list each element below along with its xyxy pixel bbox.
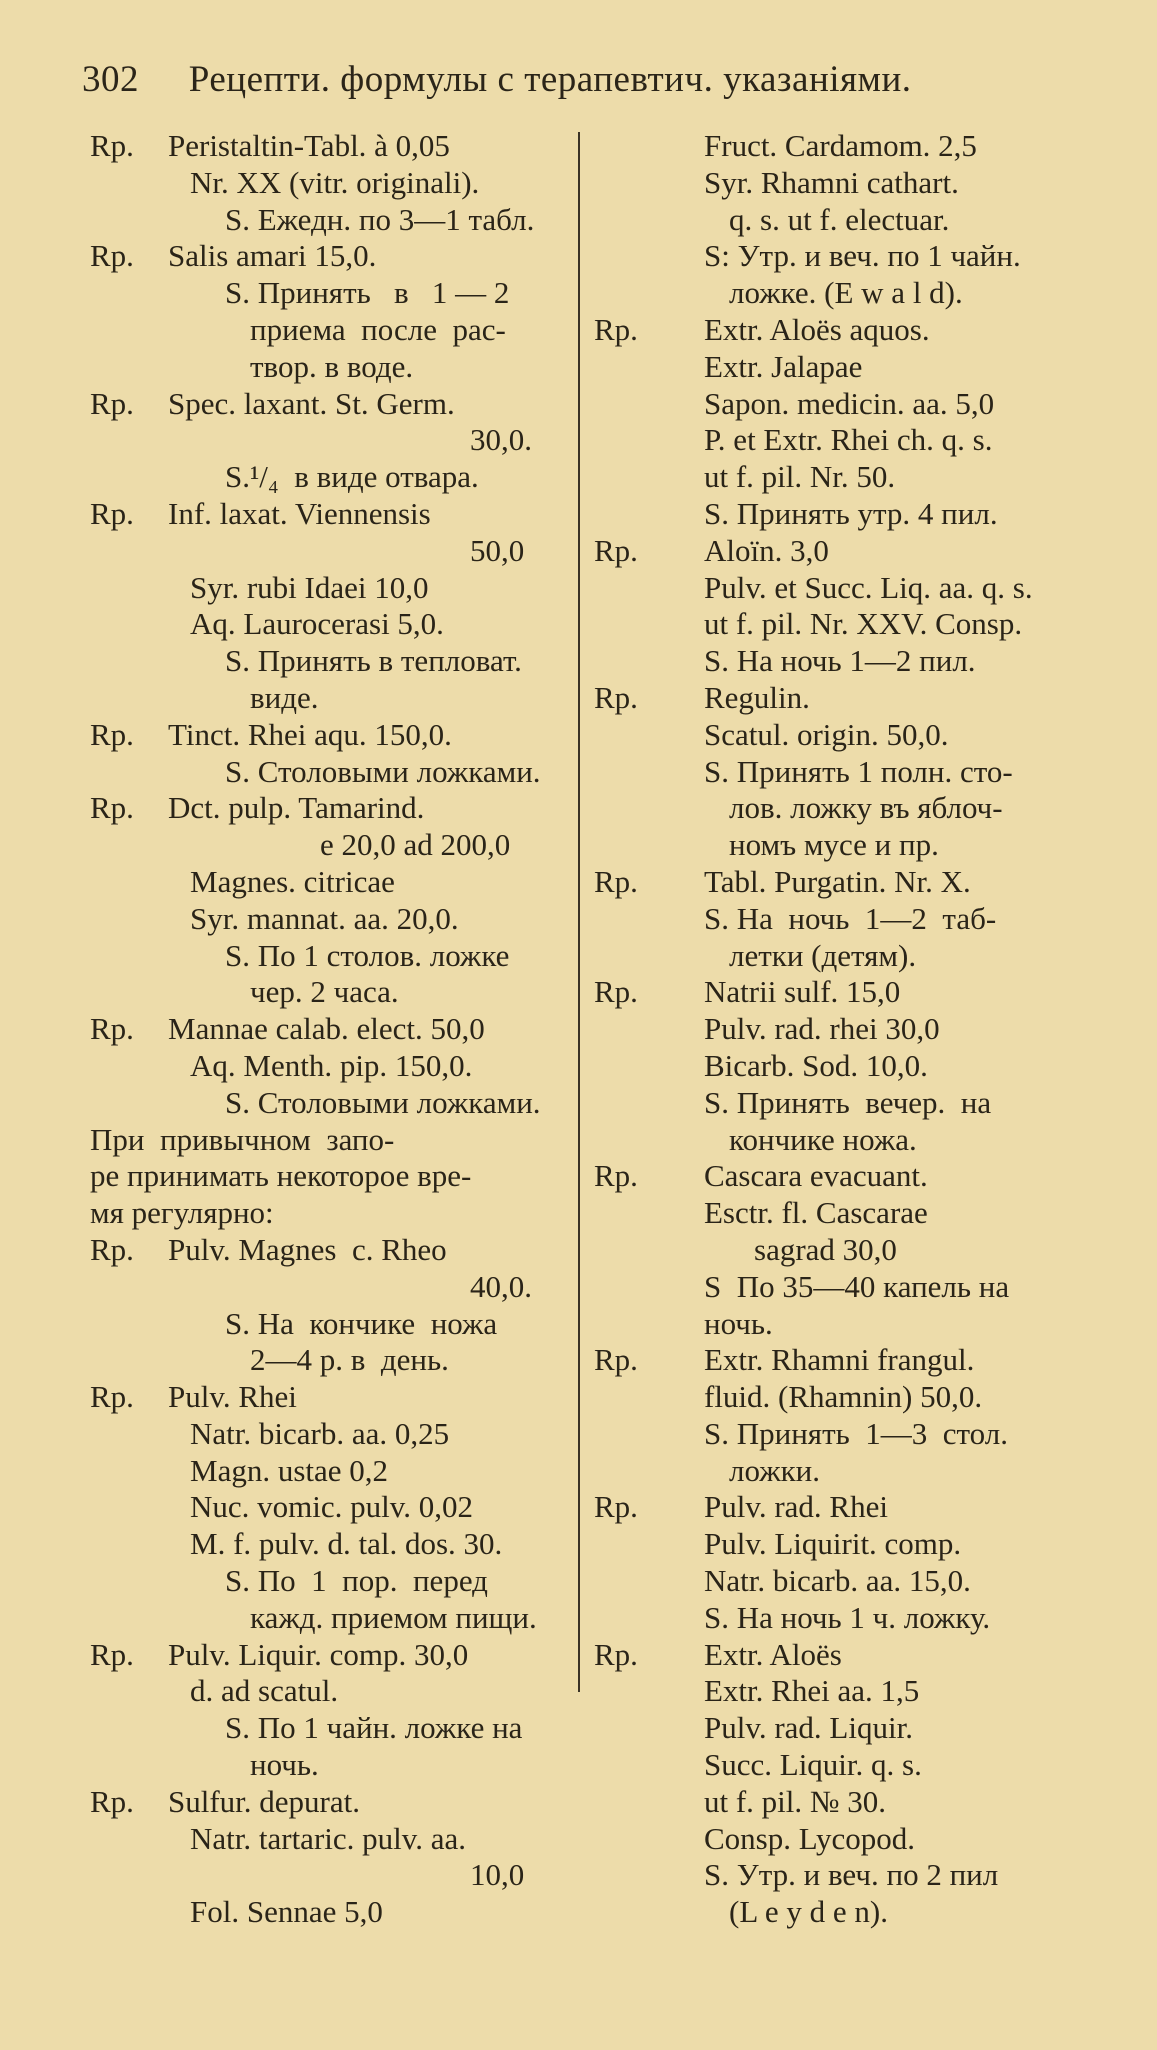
text-line: [90, 1747, 580, 1784]
line-text: d. ad scatul.: [190, 1673, 339, 1709]
text-line: [90, 1784, 580, 1821]
text-line: [594, 1195, 1124, 1232]
text-line: [594, 1600, 1124, 1637]
rp-marker: Rp.: [594, 532, 638, 568]
line-text: Succ. Liquir. q. s.: [704, 1747, 922, 1783]
line-text: S. Принять в 1 — 2: [225, 275, 510, 311]
line-text: кажд. приемом пищи.: [250, 1599, 537, 1635]
text-line: [594, 165, 1124, 202]
line-text: ночь.: [704, 1305, 773, 1341]
line-text: ut f. pil. № 30.: [704, 1783, 886, 1819]
line-text: Extr. Aloës aquos.: [704, 311, 930, 347]
line-text: Mannae calab. elect. 50,0: [168, 1011, 485, 1047]
rp-marker: Rp.: [90, 790, 134, 826]
line-text: S. На ночь 1—2 пил.: [704, 643, 976, 679]
line-text: Salis amari 15,0.: [168, 238, 377, 274]
text-line: [90, 1122, 580, 1159]
line-text: S. Принять утр. 4 пил.: [704, 495, 998, 531]
line-text: ночь.: [250, 1747, 319, 1783]
line-text: Pulv. Rhei: [168, 1379, 297, 1415]
line-text: S. Принять в тепловат.: [225, 643, 522, 679]
text-line: [90, 1342, 580, 1379]
rp-marker: Rp.: [90, 238, 134, 274]
line-text: Magnes. citricae: [190, 863, 395, 899]
rp-marker: Rp.: [90, 385, 134, 421]
line-text: 10,0: [470, 1857, 525, 1893]
text-line: [594, 1821, 1124, 1858]
line-text: S По 35—40 капель на: [704, 1268, 1010, 1304]
text-line: [594, 1526, 1124, 1563]
line-text: sagrad 30,0: [754, 1231, 897, 1267]
text-line: [90, 312, 580, 349]
text-line: [594, 974, 1124, 1011]
text-line: [90, 1600, 580, 1637]
line-text: Syr. mannat. aa. 20,0.: [190, 900, 459, 936]
line-text: Natr. bicarb. aa. 0,25: [190, 1415, 450, 1451]
text-line: [594, 1747, 1124, 1784]
line-text: Magn. ustae 0,2: [190, 1452, 389, 1488]
left-column: [90, 128, 580, 1931]
line-text: S.¹/₄ в виде отвара.: [225, 459, 479, 495]
line-text: Syr. rubi Idaei 10,0: [190, 569, 429, 605]
text-line: [594, 1894, 1124, 1931]
text-line: [90, 1048, 580, 1085]
text-line: [90, 1894, 580, 1931]
rp-marker: Rp.: [594, 311, 638, 347]
line-text: Pulv. Magnes c. Rheo: [168, 1231, 447, 1267]
line-text: S. По 1 чайн. ложке на: [225, 1710, 523, 1746]
text-line: [594, 1306, 1124, 1343]
line-text: Pulv. rad. Liquir.: [704, 1710, 913, 1746]
text-line: [90, 1379, 580, 1416]
line-text: ре принимать некоторое вре-: [90, 1158, 472, 1194]
text-line: [594, 754, 1124, 791]
text-line: [90, 717, 580, 754]
line-text: 50,0: [470, 532, 525, 568]
text-line: [90, 570, 580, 607]
line-text: Pulv. rad. Rhei: [704, 1489, 888, 1525]
rp-marker: Rp.: [594, 1636, 638, 1672]
line-text: Natr. bicarb. aa. 15,0.: [704, 1563, 971, 1599]
text-line: [90, 1857, 580, 1894]
text-line: [90, 1158, 580, 1195]
text-line: [594, 1453, 1124, 1490]
text-line: [594, 643, 1124, 680]
line-text: 40,0.: [470, 1268, 532, 1304]
line-text: Pulv. Liquir. comp. 30,0: [168, 1636, 469, 1672]
line-text: S. На ночь 1 ч. ложку.: [704, 1599, 991, 1635]
line-text: ut f. pil. Nr. XXV. Consp.: [704, 606, 1023, 642]
text-line: [594, 238, 1124, 275]
line-text: Extr. Jalapae: [704, 348, 863, 384]
line-text: ut f. pil. Nr. 50.: [704, 459, 896, 495]
text-line: [90, 1821, 580, 1858]
text-line: [90, 790, 580, 827]
rp-marker: Rp.: [594, 974, 638, 1010]
line-text: S. Столовыми ложками.: [225, 753, 541, 789]
line-text: Dct. pulp. Tamarind.: [168, 790, 425, 826]
line-text: Tabl. Purgatin. Nr. X.: [704, 863, 971, 899]
text-line: [90, 496, 580, 533]
text-line: [90, 1489, 580, 1526]
text-line: [594, 1489, 1124, 1526]
line-text: (L e y d e n).: [729, 1894, 888, 1930]
text-line: [594, 1379, 1124, 1416]
line-text: Sapon. medicin. aa. 5,0: [704, 385, 995, 421]
rp-marker: Rp.: [594, 679, 638, 715]
text-line: [90, 827, 580, 864]
text-line: [594, 1710, 1124, 1747]
text-line: [90, 275, 580, 312]
line-text: S: Утр. и веч. по 1 чайн.: [704, 238, 1021, 274]
line-text: мя регулярно:: [90, 1195, 274, 1231]
text-line: [594, 422, 1124, 459]
text-line: [594, 533, 1124, 570]
text-line: [90, 459, 580, 496]
text-line: [90, 202, 580, 239]
line-text: чер. 2 часа.: [250, 974, 399, 1010]
line-text: Spec. laxant. St. Germ.: [168, 385, 455, 421]
line-text: Pulv. et Succ. Liq. aa. q. s.: [704, 569, 1033, 605]
text-line: [90, 1637, 580, 1674]
line-text: Scatul. origin. 50,0.: [704, 716, 949, 752]
line-text: 30,0.: [470, 422, 532, 458]
text-line: [90, 349, 580, 386]
text-line: [594, 386, 1124, 423]
line-text: Regulin.: [704, 679, 810, 715]
line-text: Natrii sulf. 15,0: [704, 974, 901, 1010]
text-line: [90, 165, 580, 202]
text-line: [594, 1122, 1124, 1159]
line-text: S. Столовыми ложками.: [225, 1084, 541, 1120]
rp-marker: Rp.: [90, 1231, 134, 1267]
rp-marker: Rp.: [594, 1489, 638, 1525]
line-text: M. f. pulv. d. tal. dos. 30.: [190, 1526, 503, 1562]
text-line: [594, 1048, 1124, 1085]
text-line: [594, 790, 1124, 827]
line-text: лов. ложку въ яблоч-: [729, 790, 1003, 826]
text-line: [594, 1269, 1124, 1306]
line-text: S. На кончике ножа: [225, 1305, 498, 1341]
text-line: [90, 128, 580, 165]
line-text: Aq. Menth. pip. 150,0.: [190, 1047, 473, 1083]
text-line: [90, 1195, 580, 1232]
line-text: S. Принять 1—3 стол.: [704, 1415, 1008, 1451]
line-text: S. Ежедн. по 3—1 табл.: [225, 201, 535, 237]
text-line: [90, 533, 580, 570]
text-line: [90, 1232, 580, 1269]
line-text: 2—4 р. в день.: [250, 1342, 449, 1378]
line-text: твор. в воде.: [250, 348, 414, 384]
text-line: [90, 386, 580, 423]
line-text: Tinct. Rhei aqu. 150,0.: [168, 716, 452, 752]
rp-marker: Rp.: [90, 1011, 134, 1047]
text-line: [90, 938, 580, 975]
rp-marker: Rp.: [90, 128, 134, 163]
line-text: Nuc. vomic. pulv. 0,02: [190, 1489, 473, 1525]
text-line: [594, 459, 1124, 496]
right-column: [594, 128, 1124, 1931]
text-line: [594, 570, 1124, 607]
line-text: Syr. Rhamni cathart.: [704, 164, 959, 200]
text-line: [594, 680, 1124, 717]
text-line: [594, 1673, 1124, 1710]
line-text: fluid. (Rhamnin) 50,0.: [704, 1379, 983, 1415]
text-line: [90, 422, 580, 459]
text-line: [594, 496, 1124, 533]
text-line: [594, 1232, 1124, 1269]
line-text: Inf. laxat. Viennensis: [168, 495, 431, 531]
text-line: [594, 1158, 1124, 1195]
line-text: P. et Extr. Rhei ch. q. s.: [704, 422, 993, 458]
line-text: При привычном запо-: [90, 1121, 395, 1157]
text-line: [90, 680, 580, 717]
text-line: [594, 1011, 1124, 1048]
text-line: [594, 1857, 1124, 1894]
text-line: [594, 827, 1124, 864]
line-text: Bicarb. Sod. 10,0.: [704, 1047, 928, 1083]
text-line: [594, 938, 1124, 975]
line-text: ложки.: [729, 1452, 821, 1488]
line-text: Esctr. fl. Cascarae: [704, 1195, 928, 1231]
rp-marker: Rp.: [90, 1636, 134, 1672]
line-text: Consp. Lycopod.: [704, 1820, 915, 1856]
line-text: виде.: [250, 679, 319, 715]
line-text: S. По 1 столов. ложке: [225, 937, 510, 973]
line-text: Aloïn. 3,0: [704, 532, 829, 568]
text-line: [594, 275, 1124, 312]
line-text: летки (детям).: [729, 937, 917, 973]
text-line: [90, 1416, 580, 1453]
text-line: [90, 1453, 580, 1490]
text-line: [90, 1526, 580, 1563]
line-text: Nr. XX (vitr. originali).: [190, 164, 480, 200]
text-line: [594, 349, 1124, 386]
line-text: Natr. tartaric. pulv. aa.: [190, 1820, 467, 1856]
text-line: [594, 717, 1124, 754]
text-line: [594, 864, 1124, 901]
line-text: Pulv. Liquirit. comp.: [704, 1526, 962, 1562]
text-line: [90, 1563, 580, 1600]
line-text: Extr. Aloës: [704, 1636, 842, 1672]
text-line: [90, 1306, 580, 1343]
line-text: Aq. Laurocerasi 5,0.: [190, 606, 444, 642]
line-text: Sulfur. depurat.: [168, 1783, 360, 1819]
line-text: Extr. Rhei aa. 1,5: [704, 1673, 920, 1709]
text-line: [90, 901, 580, 938]
text-line: [594, 312, 1124, 349]
text-line: [594, 1416, 1124, 1453]
running-title: Рецепти. формулы с терапевтич. указаніями.: [188, 59, 912, 100]
line-text: Pulv. rad. rhei 30,0: [704, 1011, 940, 1047]
text-line: [90, 1011, 580, 1048]
rp-marker: Rp.: [594, 1342, 638, 1378]
text-line: [90, 754, 580, 791]
line-text: S. Утр. и веч. по 2 пил: [704, 1857, 999, 1893]
line-text: S. По 1 пор. перед: [225, 1563, 488, 1599]
text-line: [90, 1085, 580, 1122]
text-line: [594, 1085, 1124, 1122]
line-text: Extr. Rhamni frangul.: [704, 1342, 975, 1378]
text-line: [594, 1342, 1124, 1379]
text-line: [594, 901, 1124, 938]
page-number: 302: [82, 59, 139, 100]
rp-marker: Rp.: [90, 1783, 134, 1819]
line-text: S. На ночь 1—2 таб-: [704, 900, 997, 936]
rp-marker: Rp.: [90, 495, 134, 531]
rp-marker: Rp.: [90, 716, 134, 752]
text-line: [90, 238, 580, 275]
page-header: [82, 58, 912, 101]
text-line: [90, 1710, 580, 1747]
text-line: [90, 1673, 580, 1710]
line-text: q. s. ut f. electuar.: [729, 201, 950, 237]
line-text: номъ мусе и пр.: [729, 827, 939, 863]
line-text: Fruct. Cardamom. 2,5: [704, 128, 977, 163]
line-text: ложке. (E w a l d).: [729, 275, 963, 311]
text-line: [90, 1269, 580, 1306]
text-line: [594, 1563, 1124, 1600]
line-text: Fol. Sennae 5,0: [190, 1894, 383, 1930]
text-line: [90, 864, 580, 901]
text-line: [594, 606, 1124, 643]
text-line: [594, 202, 1124, 239]
rp-marker: Rp.: [594, 863, 638, 899]
text-line: [594, 1637, 1124, 1674]
line-text: S. Принять 1 полн. сто-: [704, 753, 1013, 789]
rp-marker: Rp.: [594, 1158, 638, 1194]
text-line: [594, 1784, 1124, 1821]
line-text: кончике ножа.: [729, 1121, 917, 1157]
text-line: [90, 643, 580, 680]
line-text: приема после рас-: [250, 311, 506, 347]
line-text: Peristaltin-Tabl. à 0,05: [168, 128, 450, 163]
rp-marker: Rp.: [90, 1379, 134, 1415]
line-text: S. Принять вечер. на: [704, 1084, 992, 1120]
text-line: [90, 974, 580, 1011]
line-text: Cascara evacuant.: [704, 1158, 928, 1194]
text-line: [90, 606, 580, 643]
line-text: e 20,0 ad 200,0: [320, 827, 511, 863]
text-line: [594, 128, 1124, 165]
